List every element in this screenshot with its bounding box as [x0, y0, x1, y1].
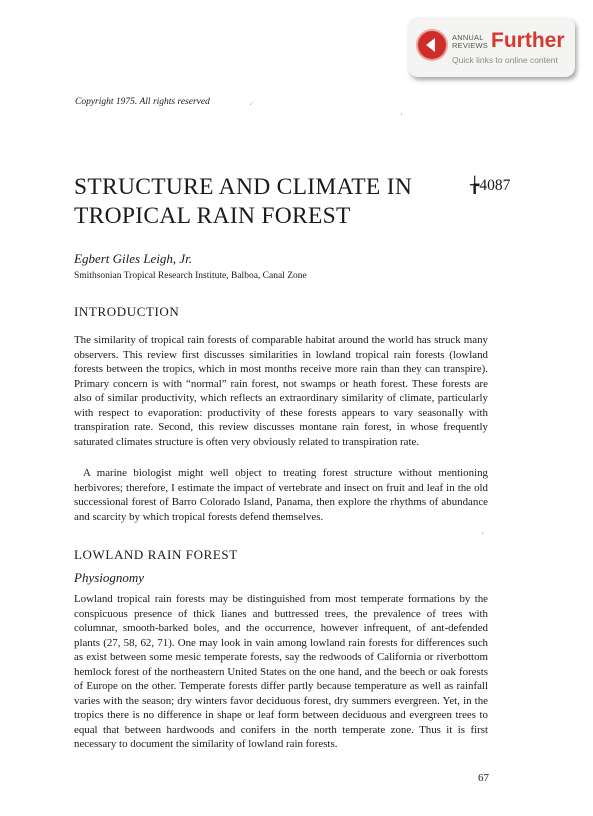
article-code: ╆4087: [470, 177, 511, 194]
paragraph-intro-1: The similarity of tropical rain forests of comparable habitat around the world has struck many observers. This review first discusses similarities in lowland tropical rain forests (lowland forests between the tropics, which in most months receive more rain than they can transpire). Primary concern is with “normal” rain forest, not swamps or heath forest. These forests are also of similar productivity, which reflects an extraordinary similarity of climate, particularly with respect to evaporation: productivity of these forests appears to vary seasonally with transpiration rate. Second, this review discusses montane rain forest, in whose frequently saturated climates structure is often very obviously related to transpiration rate.: [74, 334, 488, 448]
author-affiliation: Smithsonian Tropical Research Institute, Balboa, Canal Zone: [74, 271, 307, 281]
page-number: 67: [478, 772, 489, 784]
subsection-heading-physiognomy: Physiognomy: [74, 570, 145, 585]
section-heading-introduction: INTRODUCTION: [74, 304, 180, 319]
further-links-badge[interactable]: [408, 17, 575, 77]
section-heading-lowland: LOWLAND RAIN FOREST: [74, 547, 238, 562]
further-word: Further: [491, 29, 565, 52]
quick-links-subtitle: Quick links to online content: [452, 55, 558, 65]
scan-speck: ,·: [250, 100, 254, 106]
scan-speck: ,: [401, 110, 403, 116]
scan-speck: ,: [482, 529, 484, 535]
paragraph-intro-2: A marine biologist might well object to treating forest structure without mentioning herbivores; therefore, I estimate the impact of vertebrate and insect on fruit and leaf in the old successional forest of Barro Colorado Island, Panama, then explore the rhythms of abundance and scarcity by which tropical forests defend themselves.: [74, 467, 488, 523]
author-name: Egbert Giles Leigh, Jr.: [74, 251, 193, 266]
annual-reviews-label: ANNUAL REVIEWS: [452, 33, 488, 50]
article-title: STRUCTURE AND CLIMATE IN TROPICAL RAIN FOREST: [74, 174, 413, 229]
copyright-notice: Copyright 1975. All rights reserved: [75, 97, 210, 107]
paragraph-physiognomy-1: Lowland tropical rain forests may be distinguished from most temperate formations by the conspicuous presence of thick lianes and buttressed trees, the prevalence of trees with columnar, smooth-barked boles, and the occurrence, however infrequent, of ant-defended plants (27, 58, 62, 71). One may look in vain among lowland rain forests for differences such as exist between some mesic temperate forests, say the redwoods of California or riverbottom hemlock forest of the northeastern United States on the one hand, and the beech or oak forests of Europe on the other. Temperate forests differ partly because temperature as well as rainfall varies with the season; dry winters favor deciduous forest, dry summers evergreen. Yet, in the tropics there is no difference in shape or leaf form between deciduous and evergreen trees to equal that between hardwoods and conifers in the north temperate zone. Thus it is first necessary to document the similarity of lowland rain forests.: [74, 593, 488, 751]
play-arrow-icon: [418, 31, 446, 59]
